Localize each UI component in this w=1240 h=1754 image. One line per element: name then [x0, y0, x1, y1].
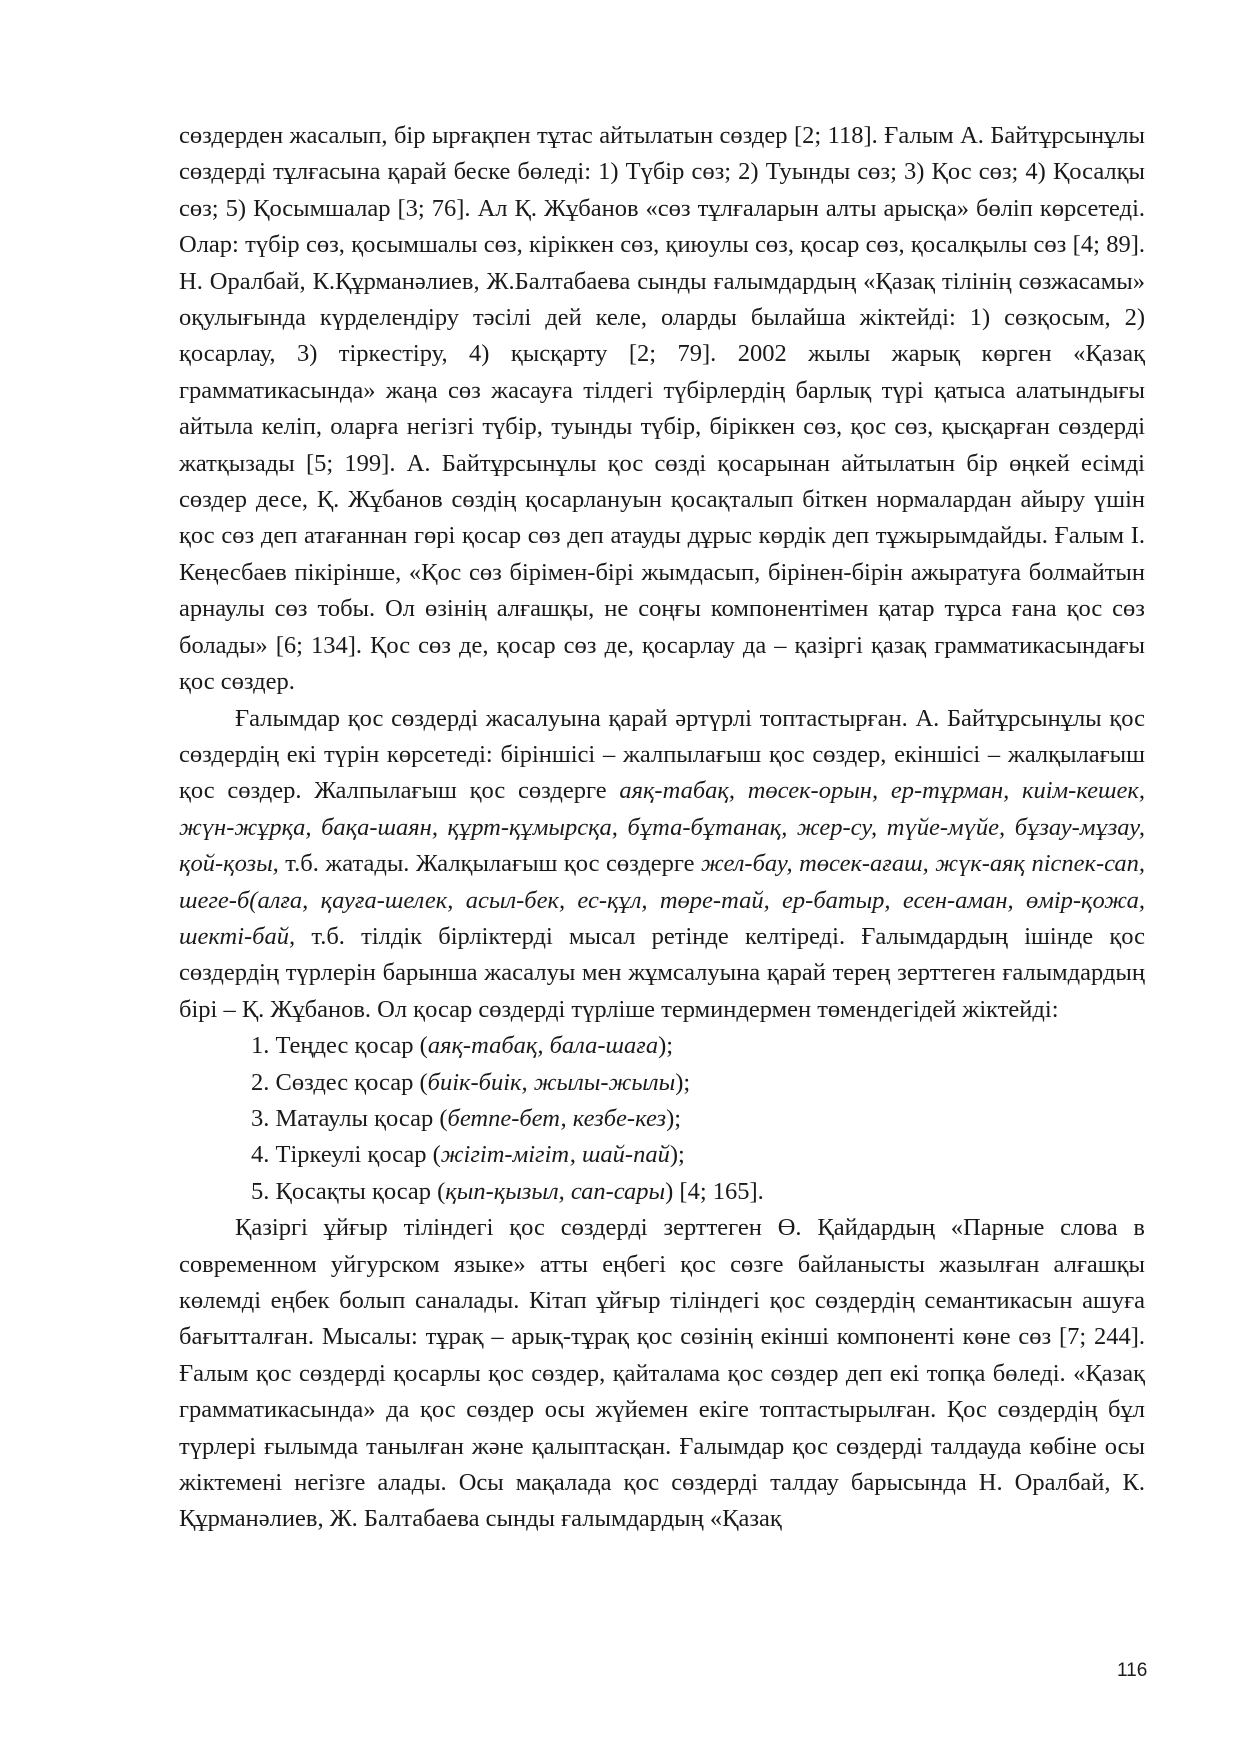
- list-item-end: );: [666, 1104, 682, 1132]
- list-item-label: 4. Тіркеулі қосар (: [251, 1141, 441, 1169]
- list-item-examples: бетпе-бет, кезбе-кез: [447, 1104, 667, 1132]
- list-item: [179, 1028, 1145, 1064]
- paragraph-2-examples-1: аяқ-табақ, төсек-орын, ер-тұрман, киім-кешек, жүн-жұрқа, бақа-шаян, құрт-құмырсқа, бұта-бұтанақ, жер-су, түйе-мүйе, бұзау-мұзау, қой-қозы,: [179, 777, 1145, 878]
- list-item: [179, 1137, 1145, 1173]
- list-item: [179, 1065, 1145, 1101]
- classification-list: [179, 1028, 1145, 1210]
- list-item-examples: аяқ-табақ, бала-шаға: [427, 1032, 659, 1060]
- paragraph-2: [179, 701, 1145, 1029]
- list-item-end: ) [4; 165].: [665, 1177, 764, 1205]
- list-item-end: );: [675, 1068, 691, 1096]
- list-item: [179, 1101, 1145, 1137]
- paragraph-2-text-c: т.б. жатады. Жалқылағыш қос сөздерге: [278, 850, 701, 878]
- list-item-examples: биік-биік, жылы-жылы: [427, 1068, 676, 1096]
- paragraph-2-text-a: Ғалымдар қос сөздерді жасалуына қарай әртүрлі топтастырған. А. Байтұрсынұлы қос сөздердің екі түрін көрсетеді: біріншісі – жалпылағыш қос сөздер, екіншісі – жалқылағыш қос сөздер. Жалпылағыш қос сөздерге: [179, 704, 1145, 805]
- list-item-end: );: [669, 1141, 685, 1169]
- list-item-label: 1. Теңдес қосар (: [251, 1032, 428, 1060]
- paragraph-3: Қазіргі ұйғыр тіліндегі қос сөздерді зерттеген Ө. Қайдардың «Парные слова в современном уйгурском языке» атты еңбегі қос сөзге байланысты жазылған алғашқы көлемді еңбек болып саналады. Кітап ұйғыр тіліндегі қос сөздердің семантикасын ашуға бағытталған. Мысалы: тұрақ – арық-тұрақ қос сөзінің екінші компоненті көне сөз [7; 244]. Ғалым қос сөздерді қосарлы қос сөздер, қайталама қос сөздер деп екі топқа бөледі. «Қазақ грамматикасында» да қос сөздер осы жүйемен екіге топтастырылған. Қос сөздердің бұл түрлері ғылымда танылған және қалыптасқан. Ғалымдар қос сөздерді талдауда көбіне осы жіктемені негізге алады. Осы мақалада қос сөздерді талдау барысында Н. Оралбай, К. Құрманәлиев, Ж. Балтабаева сынды ғалымдардың «Қазақ: [179, 1214, 1145, 1533]
- page-number: 116: [1117, 1660, 1148, 1681]
- paragraph-1: сөздерден жасалып, бір ырғақпен тұтас айтылатын сөздер [2; 118]. Ғалым А. Байтұрсынұлы сөздерді тұлғасына қарай беске бөледі: 1) Түбір сөз; 2) Туынды сөз; 3) Қос сөз; 4) Қосалқы сөз; 5) Қосымшалар [3; 76]. Ал Қ. Жұбанов «сөз тұлғаларын алты арысқа» бөліп көрсетеді. Олар: түбір сөз, қосымшалы сөз, кіріккен сөз, қиюулы сөз, қосар сөз, қосалқылы сөз [4; 89]. Н. Оралбай, К.Құрманәлиев, Ж.Балтабаева сынды ғалымдардың «Қазақ тілінің сөзжасамы» оқулығында күрделендіру тәсілі дей келе, оларды былайша жіктейді: 1) сөзқосым, 2) қосарлау, 3) тіркестіру, 4) қысқарту [2; 79]. 2002 жылы жарық көрген «Қазақ грамматикасында» жаңа сөз жасауға тілдегі түбірлердің барлық түрі қатыса алатындығы айтыла келіп, оларға негізгі түбір, туынды түбір, біріккен сөз, қос сөз, қысқарған сөздерді жатқызады [5; 199]. А. Байтұрсынұлы қос сөзді қосарынан айтылатын бір өңкей есімді сөздер десе, Қ. Жұбанов сөздің қосарлануын қосақталып біткен нормалардан айыру үшін қос сөз деп атағаннан гөрі қосар сөз деп атауды дұрыс көрдік деп тұжырымдайды. Ғалым І. Кеңесбаев пікірінше, «Қос сөз бірімен-бірі жымдасып, бірінен-бірін ажыратуға болмайтын арнаулы сөз тобы. Ол өзінің алғашқы, не соңғы компонентімен қатар тұрса ғана қос сөз болады» [6; 134]. Қос сөз де, қосар сөз де, қосарлау да – қазіргі қазақ грамматикасындағы қос сөздер.: [179, 122, 1145, 696]
- list-item-label: 2. Сөздес қосар (: [251, 1068, 428, 1096]
- list-item-examples: жігіт-мігіт, шай-пай: [440, 1141, 670, 1169]
- list-item-examples: қып-қызыл, сап-сары: [445, 1177, 666, 1205]
- paragraph-2-examples-2: жел-бау, төсек-ағаш, жүк-аяқ піспек-сап, шеге-б(алға, қауға-шелек, асыл-бек, ес-құл, төре-тай, ер-батыр, есен-аман, өмір-қожа, шекті-бай,: [179, 850, 1145, 950]
- document-page: [179, 118, 1145, 1538]
- list-item-end: );: [658, 1032, 674, 1060]
- paragraph-2-text-e: т.б. тілдік бірліктерді мысал ретінде келтіреді. Ғалымдардың ішінде қос сөздердің түрлерін барынша жасалуы мен жұмсалуына қарай терең зерттеген ғалымдардың бірі – Қ. Жұбанов. Ол қосар сөздерді түрліше терминдермен төмендегідей жіктейді:: [179, 922, 1145, 1023]
- list-item-label: 5. Қосақты қосар (: [251, 1177, 446, 1205]
- list-item: [179, 1174, 1145, 1210]
- list-item-label: 3. Матаулы қосар (: [251, 1104, 448, 1132]
